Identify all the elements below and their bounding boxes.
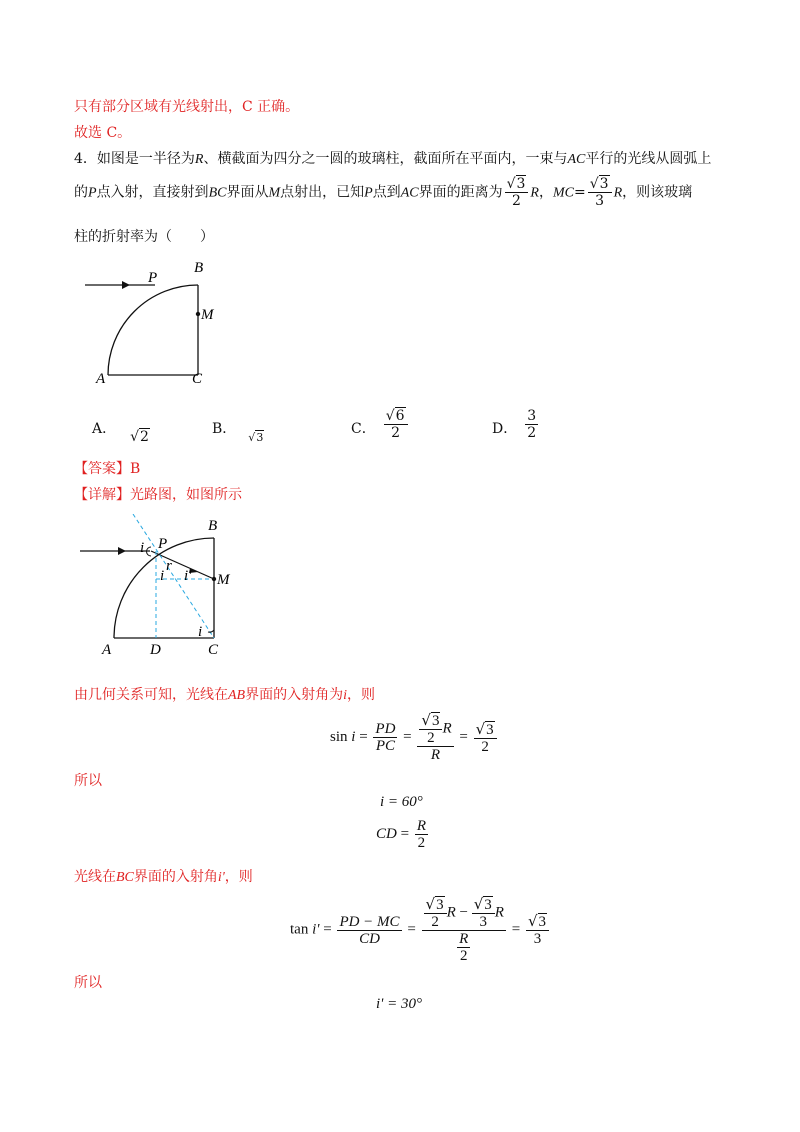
question-line-2: 的P点入射，直接射到BC界面从M点射出，已知P点到AC界面的距离为 $\frac{√3}{2}$ R，MC= $\frac{√3}{3}$ R，则该玻璃 [74, 176, 693, 209]
arrow-icon [122, 281, 130, 289]
option-b[interactable]: B．√3 [212, 421, 264, 444]
arc [108, 285, 198, 375]
equation-sin-i: sin i = $\frac{PD}{PC}$ = $\frac{√3}{2}$ R R = $\frac{√3}{2}$ [330, 712, 499, 763]
so-2: 所以 [74, 975, 102, 991]
label-m: M [201, 307, 214, 323]
figure-quarter-circle [80, 255, 230, 390]
svg-text:i: i [140, 540, 145, 556]
svg-text:C: C [208, 642, 219, 658]
option-a[interactable]: A． √2 [92, 421, 149, 445]
svg-text:D: D [150, 642, 161, 658]
prev-line-1: 只有部分区域有光线射出，C 正确。 [74, 99, 300, 115]
svg-text:i': i' [184, 568, 192, 584]
label-p: P [148, 270, 158, 286]
point-m [196, 312, 200, 316]
equation-i-60: i = 60° [380, 794, 423, 810]
equation-cd: CD = $\frac{R}{2}$ [376, 818, 426, 851]
solution-line-1: 由几何关系可知，光线在AB界面的入射角为i，则 [74, 687, 375, 703]
svg-text:M: M [217, 572, 230, 588]
fraction-sqrt3-over-3: $\frac{√3}{3}$ [588, 176, 612, 209]
svg-text:i: i [198, 624, 203, 640]
svg-text:i: i [160, 568, 165, 584]
label-c: C [192, 371, 203, 387]
label-a: A [96, 371, 106, 387]
svg-text:A: A [102, 642, 112, 658]
question-line-1: 4．如图是一半径为R、横截面为四分之一圆的玻璃柱，截面所在平面内，一束与AC平行的光线从圆弧上 [74, 151, 712, 167]
svg-text:B: B [208, 518, 218, 534]
equation-tan-i-prime: tan i' = $\frac{PD - MC}{CD}$ = $\frac{√3}{2}$ R − $\frac{√3}{3}$ R $\frac{R}{2}$ = $\frac{√3}{3}$ [290, 896, 551, 964]
svg-text:P: P [158, 536, 168, 552]
option-d[interactable]: D． $\frac{3}{2}$ [492, 408, 537, 441]
prev-line-2: 故选 C。 [74, 125, 132, 141]
solution-line-2: 光线在BC界面的入射角i'，则 [74, 869, 253, 885]
fraction-sqrt3-over-2: $\frac{√3}{2}$ [505, 176, 529, 209]
detail-intro: 【详解】光路图，如图所示 [74, 487, 242, 503]
answer: 【答案】B [74, 461, 141, 477]
svg-text:r: r [166, 558, 172, 574]
figure-light-path [78, 514, 248, 659]
option-c[interactable]: C． $\frac{√6}{2}$ [351, 408, 410, 441]
equation-i-prime-30: i' = 30° [376, 996, 422, 1012]
so-1: 所以 [74, 773, 102, 789]
label-b: B [194, 260, 204, 276]
question-line-3: 柱的折射率为（ ） [74, 229, 214, 245]
